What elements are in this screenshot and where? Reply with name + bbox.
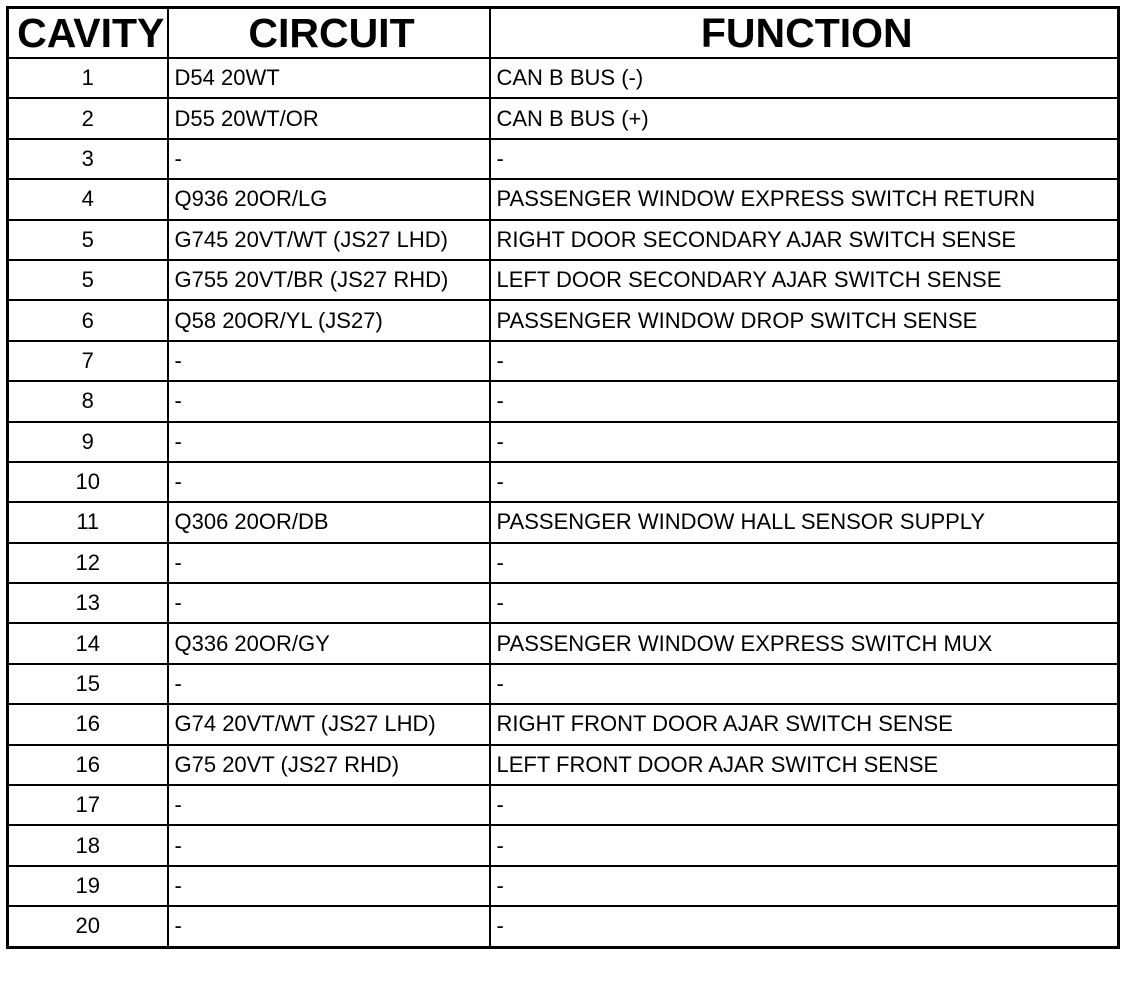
- circuit-cell: -: [168, 583, 490, 623]
- function-cell: LEFT FRONT DOOR AJAR SWITCH SENSE: [490, 745, 1119, 785]
- function-cell: -: [490, 825, 1119, 865]
- table-row: [8, 98, 1119, 138]
- function-cell: PASSENGER WINDOW HALL SENSOR SUPPLY: [490, 502, 1119, 542]
- table-row: [8, 704, 1119, 744]
- cavity-cell: 17: [8, 785, 168, 825]
- circuit-cell: G745 20VT/WT (JS27 LHD): [168, 220, 490, 260]
- table-row: [8, 422, 1119, 462]
- cavity-cell: 16: [8, 745, 168, 785]
- function-cell: PASSENGER WINDOW EXPRESS SWITCH RETURN: [490, 179, 1119, 219]
- table-row: [8, 260, 1119, 300]
- cavity-cell: 10: [8, 462, 168, 502]
- table-row: [8, 300, 1119, 340]
- cavity-cell: 5: [8, 260, 168, 300]
- table-row: [8, 906, 1119, 947]
- circuit-cell: -: [168, 785, 490, 825]
- cavity-cell: 19: [8, 866, 168, 906]
- cavity-cell: 15: [8, 664, 168, 704]
- table-row: [8, 664, 1119, 704]
- circuit-cell: G75 20VT (JS27 RHD): [168, 745, 490, 785]
- function-cell: PASSENGER WINDOW EXPRESS SWITCH MUX: [490, 623, 1119, 663]
- circuit-cell: D55 20WT/OR: [168, 98, 490, 138]
- function-cell: -: [490, 664, 1119, 704]
- circuit-cell: Q306 20OR/DB: [168, 502, 490, 542]
- function-cell: -: [490, 381, 1119, 421]
- circuit-cell: Q936 20OR/LG: [168, 179, 490, 219]
- cavity-cell: 13: [8, 583, 168, 623]
- cavity-cell: 16: [8, 704, 168, 744]
- cavity-cell: 18: [8, 825, 168, 865]
- function-cell: CAN B BUS (+): [490, 98, 1119, 138]
- circuit-cell: Q336 20OR/GY: [168, 623, 490, 663]
- table-body: [8, 58, 1119, 947]
- circuit-cell: -: [168, 543, 490, 583]
- circuit-cell: -: [168, 462, 490, 502]
- header-cavity: CAVITY: [8, 8, 168, 59]
- cavity-cell: 14: [8, 623, 168, 663]
- cavity-cell: 4: [8, 179, 168, 219]
- circuit-cell: -: [168, 341, 490, 381]
- circuit-cell: D54 20WT: [168, 58, 490, 98]
- cavity-cell: 9: [8, 422, 168, 462]
- function-cell: CAN B BUS (-): [490, 58, 1119, 98]
- cavity-cell: 12: [8, 543, 168, 583]
- table-row: [8, 341, 1119, 381]
- function-cell: PASSENGER WINDOW DROP SWITCH SENSE: [490, 300, 1119, 340]
- table-row: [8, 785, 1119, 825]
- cavity-cell: 2: [8, 98, 168, 138]
- function-cell: LEFT DOOR SECONDARY AJAR SWITCH SENSE: [490, 260, 1119, 300]
- cavity-cell: 1: [8, 58, 168, 98]
- cavity-cell: 3: [8, 139, 168, 179]
- circuit-cell: -: [168, 422, 490, 462]
- function-cell: -: [490, 341, 1119, 381]
- connector-pinout-table: [6, 6, 1120, 949]
- cavity-cell: 11: [8, 502, 168, 542]
- function-cell: -: [490, 462, 1119, 502]
- cavity-cell: 7: [8, 341, 168, 381]
- circuit-cell: -: [168, 139, 490, 179]
- table-row: [8, 583, 1119, 623]
- table-row: [8, 220, 1119, 260]
- table-row: [8, 462, 1119, 502]
- cavity-cell: 5: [8, 220, 168, 260]
- circuit-cell: G755 20VT/BR (JS27 RHD): [168, 260, 490, 300]
- table-row: [8, 502, 1119, 542]
- circuit-cell: -: [168, 906, 490, 947]
- circuit-cell: -: [168, 664, 490, 704]
- header-row: [8, 8, 1119, 59]
- function-cell: -: [490, 906, 1119, 947]
- function-cell: -: [490, 866, 1119, 906]
- circuit-cell: G74 20VT/WT (JS27 LHD): [168, 704, 490, 744]
- cavity-cell: 8: [8, 381, 168, 421]
- table-header: [8, 8, 1119, 59]
- function-cell: -: [490, 422, 1119, 462]
- circuit-cell: -: [168, 381, 490, 421]
- function-cell: -: [490, 583, 1119, 623]
- table-row: [8, 381, 1119, 421]
- cavity-cell: 6: [8, 300, 168, 340]
- function-cell: -: [490, 785, 1119, 825]
- table-row: [8, 139, 1119, 179]
- circuit-cell: -: [168, 825, 490, 865]
- table-row: [8, 58, 1119, 98]
- function-cell: RIGHT DOOR SECONDARY AJAR SWITCH SENSE: [490, 220, 1119, 260]
- function-cell: RIGHT FRONT DOOR AJAR SWITCH SENSE: [490, 704, 1119, 744]
- function-cell: -: [490, 139, 1119, 179]
- cavity-cell: 20: [8, 906, 168, 947]
- function-cell: -: [490, 543, 1119, 583]
- circuit-cell: Q58 20OR/YL (JS27): [168, 300, 490, 340]
- header-function: FUNCTION: [490, 8, 1119, 59]
- table-row: [8, 825, 1119, 865]
- table-row: [8, 866, 1119, 906]
- table-row: [8, 623, 1119, 663]
- table-row: [8, 745, 1119, 785]
- header-circuit: CIRCUIT: [168, 8, 490, 59]
- table-row: [8, 179, 1119, 219]
- table-row: [8, 543, 1119, 583]
- circuit-cell: -: [168, 866, 490, 906]
